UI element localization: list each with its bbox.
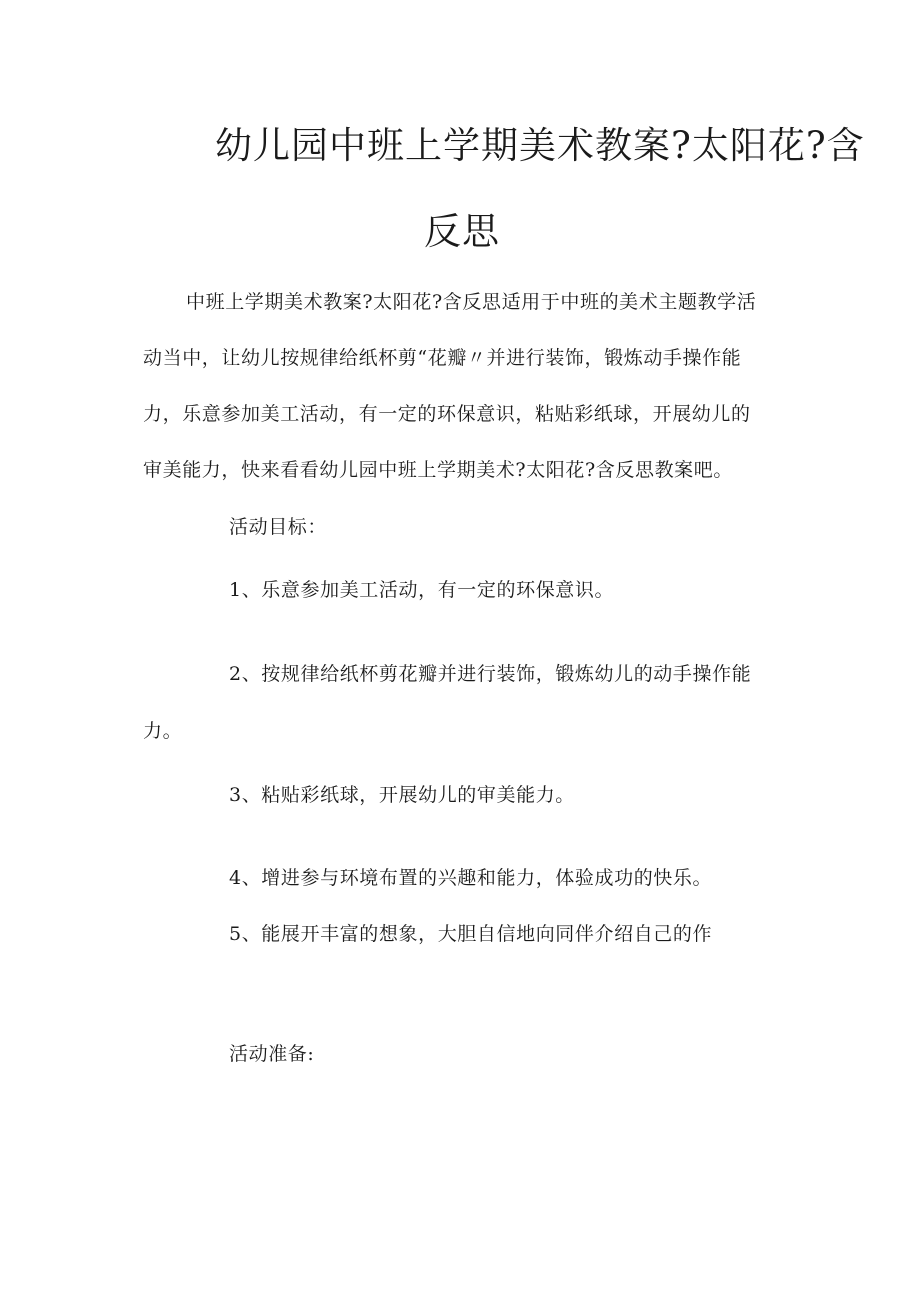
goal-item-4: 4、增进参与环境布置的兴趣和能力，体验成功的快乐。 xyxy=(229,867,713,889)
intro-paragraph-line: 中班上学期美术教案?太阳花?含反思适用于中班的美术主题教学活 xyxy=(186,291,757,313)
document-title-line-1: 幼儿园中班上学期美术教案?太阳花?含 xyxy=(215,124,865,167)
goal-item-3: 3、粘贴彩纸球，开展幼儿的审美能力。 xyxy=(229,784,575,806)
goal-item-2-continuation: 力。 xyxy=(143,720,183,742)
intro-paragraph-line: 审美能力，快来看看幼儿园中班上学期美术?太阳花?含反思教案吧。 xyxy=(143,459,733,481)
goal-item-2: 2、按规律给纸杯剪花瓣并进行装饰，锻炼幼儿的动手操作能 xyxy=(229,663,752,685)
intro-paragraph-line: 动当中，让幼儿按规律给纸杯剪“花瓣〃并进行装饰，锻炼动手操作能 xyxy=(143,347,742,369)
goals-heading: 活动目标： xyxy=(229,516,328,538)
preparation-heading: 活动准备: xyxy=(229,1043,315,1065)
intro-paragraph-line: 力，乐意参加美工活动，有一定的环保意识，粘贴彩纸球，开展幼儿的 xyxy=(143,403,751,425)
goal-item-1: 1、乐意参加美工活动，有一定的环保意识。 xyxy=(229,579,615,601)
document-title-line-2: 反思 xyxy=(424,210,500,253)
goal-item-5: 5、能展开丰富的想象，大胆自信地向同伴介绍自己的作 xyxy=(229,923,713,945)
